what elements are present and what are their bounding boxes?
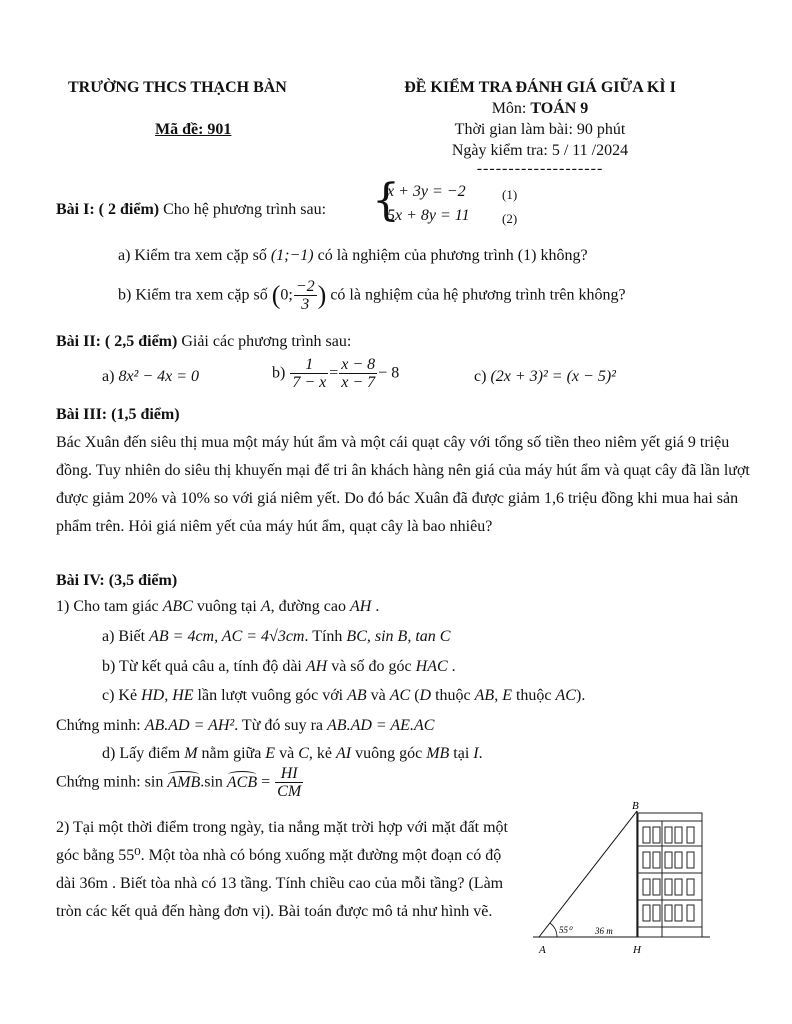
label-h: H xyxy=(633,944,641,956)
duration: Thời gian làm bài: 90 phút xyxy=(454,121,626,138)
eq2-number: (2) xyxy=(502,211,518,226)
bai4-part-d: d) Lấy điểm M nằm giữa E và C, kẻ AI vuông góc MB tại I. xyxy=(102,745,483,762)
label-b: B xyxy=(632,800,639,812)
shadow-length-label: 36 m xyxy=(595,926,613,936)
sun-ray-line xyxy=(539,811,637,937)
fraction-1-over-7-minus-x: $\frac{1}{7 - x}$ xyxy=(292,356,327,391)
building-shadow-figure xyxy=(525,795,725,965)
bai1-intro: Cho hệ phương trình sau: xyxy=(159,201,327,218)
system-eq1: x + 3y = −2 xyxy=(387,183,466,200)
bai4-part1-intro: 1) Cho tam giác ABC vuông tại A, đường cao AH . xyxy=(56,598,380,615)
bai4-part-b: b) Từ kết quả câu a, tính độ dài AH và số đo góc HAC . xyxy=(102,658,456,675)
bai4-part2-text: 2) Tại một thời điểm trong ngày, tia nắng mặt trời hợp với mặt đất một góc bằng 55⁰. Một tòa nhà có bóng xuống mặt đường một đoạn có độ dài 36m . Biết tòa nhà có 13 tầng. Tính chiều cao của mỗi tầng? (Làm tròn các kết quả đến hàng đơn vị). Bài toán được mô tả như hình vẽ. xyxy=(56,819,508,920)
pair-1-minus1: (1;−1) xyxy=(270,247,314,264)
bai2-part-a: a) 8x² − 4x = 0 xyxy=(102,368,200,385)
label-a: A xyxy=(539,944,546,956)
fraction-x-minus-8: $\frac{x - 8}{x - 7}$ xyxy=(341,356,376,391)
subject-line xyxy=(370,100,710,118)
angle-acb: ACB xyxy=(226,773,258,791)
header-separator: -------------------- xyxy=(476,160,604,177)
bai1-title-line xyxy=(56,201,326,219)
angle-amb: AMB xyxy=(167,773,201,791)
bai4-part-a: a) Biết AB = 4cm, AC = 4√3cm. Tính BC, sin B, tan C xyxy=(102,628,451,645)
angle-label: 55⁰ xyxy=(559,925,572,935)
eq1-number: (1) xyxy=(502,187,518,202)
bai4-proof-1: Chứng minh: AB.AD = AH². Từ đó suy ra AB.AD = AE.AC xyxy=(56,717,435,734)
school-name: TRƯỜNG THCS THẠCH BÀN xyxy=(68,79,287,96)
bai4-part-c: c) Kẻ HD, HE lần lượt vuông góc với AB và AC (D thuộc AB, E thuộc AC). xyxy=(102,687,586,704)
bai2-intro: Giải các phương trình sau: xyxy=(177,333,352,350)
bai2-heading: Bài II: ( 2,5 điểm) xyxy=(56,333,178,350)
bai4-heading: Bài IV: (3,5 điểm) xyxy=(56,572,178,589)
bai4-proof-2: Chứng minh: sin AMB.sin ACB = $\frac{HI}{CM}$ xyxy=(56,765,302,800)
exam-title: ĐỀ KIỂM TRA ĐÁNH GIÁ GIỮA KÌ I xyxy=(404,79,676,96)
bai1-part-b: b) Kiểm tra xem cặp số (0; $\frac{-2}{3}$ ) có là nghiệm của hệ phương trình trên không? xyxy=(118,278,626,313)
fraction-hi-cm: $\frac{HI}{CM}$ xyxy=(277,765,302,800)
angle-arc xyxy=(550,923,557,937)
system-eq2: 5x + 8y = 11 xyxy=(387,207,470,224)
subject-label: Môn: xyxy=(491,100,531,117)
bai2-title-line xyxy=(56,333,351,351)
bai1-part-a: a) Kiểm tra xem cặp số (1;−1) có là nghiệm của phương trình (1) không? xyxy=(118,247,588,264)
subject: TOÁN 9 xyxy=(530,100,589,117)
bai1-heading: Bài I: ( 2 điểm) xyxy=(56,201,160,218)
bai2-part-b: b) $\frac{1}{7 - x}$ = $\frac{x - 8}{x - 7}$ − 8 xyxy=(272,356,400,391)
exam-code: Mã đề: 901 xyxy=(155,121,232,138)
bai3-heading: Bài III: (1,5 điểm) xyxy=(56,406,180,423)
building xyxy=(638,813,702,937)
system-brace: { xyxy=(372,175,400,226)
bai3-text: Bác Xuân đến siêu thị mua một máy hút ẩm và một cái quạt cây với tổng số tiền theo niêm yết giá 9 triệu đồng. Tuy nhiên do siêu thị khuyến mại để tri ân khách hàng nên giá của máy hút ẩm và quạt cây đã lần lượt được giảm 20% và 10% so với giá niêm yết. Do đó bác Xuân đã được giảm 1,6 triệu đồng khi mua hai sản phẩm trên. Hỏi giá niêm yết của máy hút ẩm, quạt cây là bao nhiêu? xyxy=(56,434,750,535)
fraction-minus2-3: $\frac{-2}{3}$ xyxy=(295,278,315,313)
exam-date: Ngày kiểm tra: 5 / 11 /2024 xyxy=(451,142,629,159)
bai2-part-c: c) (2x + 3)² = (x − 5)² xyxy=(474,368,616,385)
